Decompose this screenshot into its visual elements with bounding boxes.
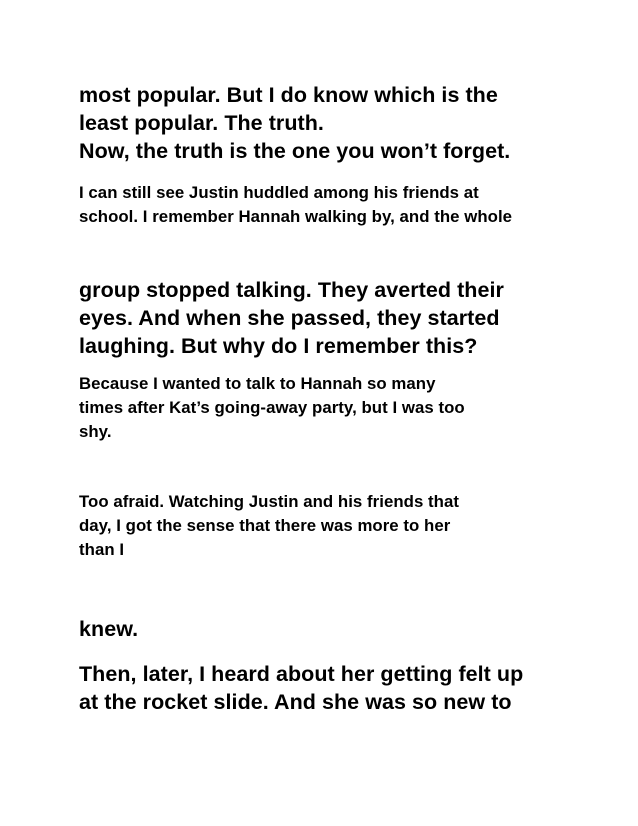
text-line: most popular. But I do know which is the — [79, 83, 498, 107]
text-line: knew. — [79, 617, 139, 641]
text-line: least popular. The truth. — [79, 111, 324, 135]
text-line: day, I got the sense that there was more to her — [79, 516, 451, 535]
text-line: group stopped talking. They averted their — [79, 278, 504, 302]
paragraph-5 — [79, 490, 559, 562]
paragraph-7 — [79, 660, 559, 716]
paragraph-1 — [79, 81, 559, 165]
paragraph-6 — [79, 615, 559, 643]
text-line: Then, later, I heard about her getting felt up — [79, 662, 524, 686]
text-line: I can still see Justin huddled among his friends at — [79, 183, 479, 202]
text-line: Now, the truth is the one you won’t forget. — [79, 139, 511, 163]
text-line: eyes. And when she passed, they started — [79, 306, 500, 330]
text-line: at the rocket slide. And she was so new to — [79, 690, 512, 714]
text-line: Too afraid. Watching Justin and his friends that — [79, 492, 459, 511]
text-line: shy. — [79, 422, 112, 441]
paragraph-2 — [79, 181, 559, 229]
paragraph-3 — [79, 276, 559, 360]
text-line: school. I remember Hannah walking by, and the whole — [79, 207, 513, 226]
text-line: than I — [79, 540, 125, 559]
paragraph-4 — [79, 372, 559, 444]
text-line: Because I wanted to talk to Hannah so many — [79, 374, 436, 393]
text-line: laughing. But why do I remember this? — [79, 334, 478, 358]
text-line: times after Kat’s going-away party, but I was too — [79, 398, 465, 417]
